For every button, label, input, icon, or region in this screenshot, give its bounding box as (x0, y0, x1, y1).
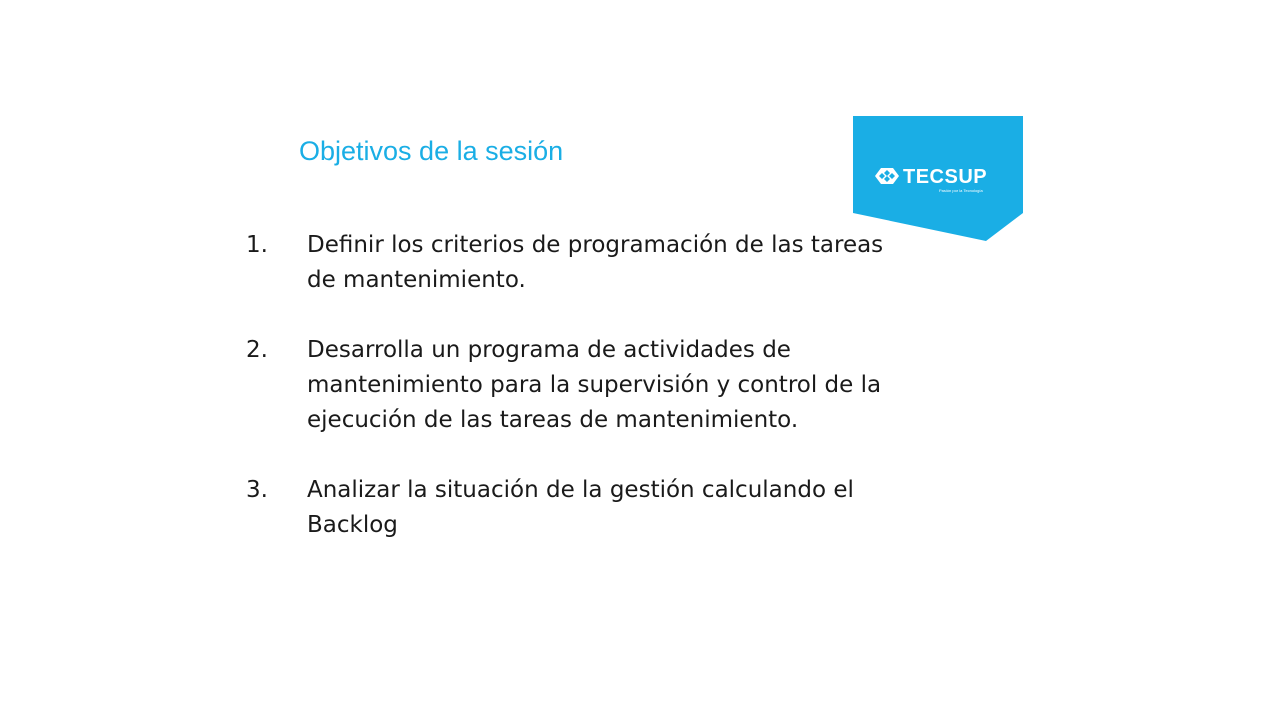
slide-title: Objetivos de la sesión (299, 136, 564, 166)
objective-number: 2. (246, 337, 268, 363)
objective-item (246, 228, 926, 298)
objective-text-line: de mantenimiento. (307, 267, 526, 293)
objective-number: 3. (246, 477, 268, 503)
objectives-list (246, 228, 926, 578)
objective-text-line: mantenimiento para la supervisión y control de la (307, 372, 882, 398)
logo-wordmark: TECSUP (903, 166, 988, 188)
objective-text-line: Desarrolla un programa de actividades de (307, 337, 791, 363)
objective-text-line: Definir los criterios de programación de las tareas (307, 232, 884, 258)
objective-text-line: Backlog (307, 512, 398, 538)
objective-text-line: ejecución de las tareas de mantenimiento. (307, 407, 799, 433)
objective-number: 1. (246, 232, 268, 258)
logo-tagline: Pasión por la Tecnología (939, 188, 983, 193)
objective-text-line: Analizar la situación de la gestión calculando el (307, 477, 854, 503)
tecsup-logo (853, 116, 1023, 241)
objective-item (246, 473, 926, 543)
objective-item (246, 333, 926, 438)
